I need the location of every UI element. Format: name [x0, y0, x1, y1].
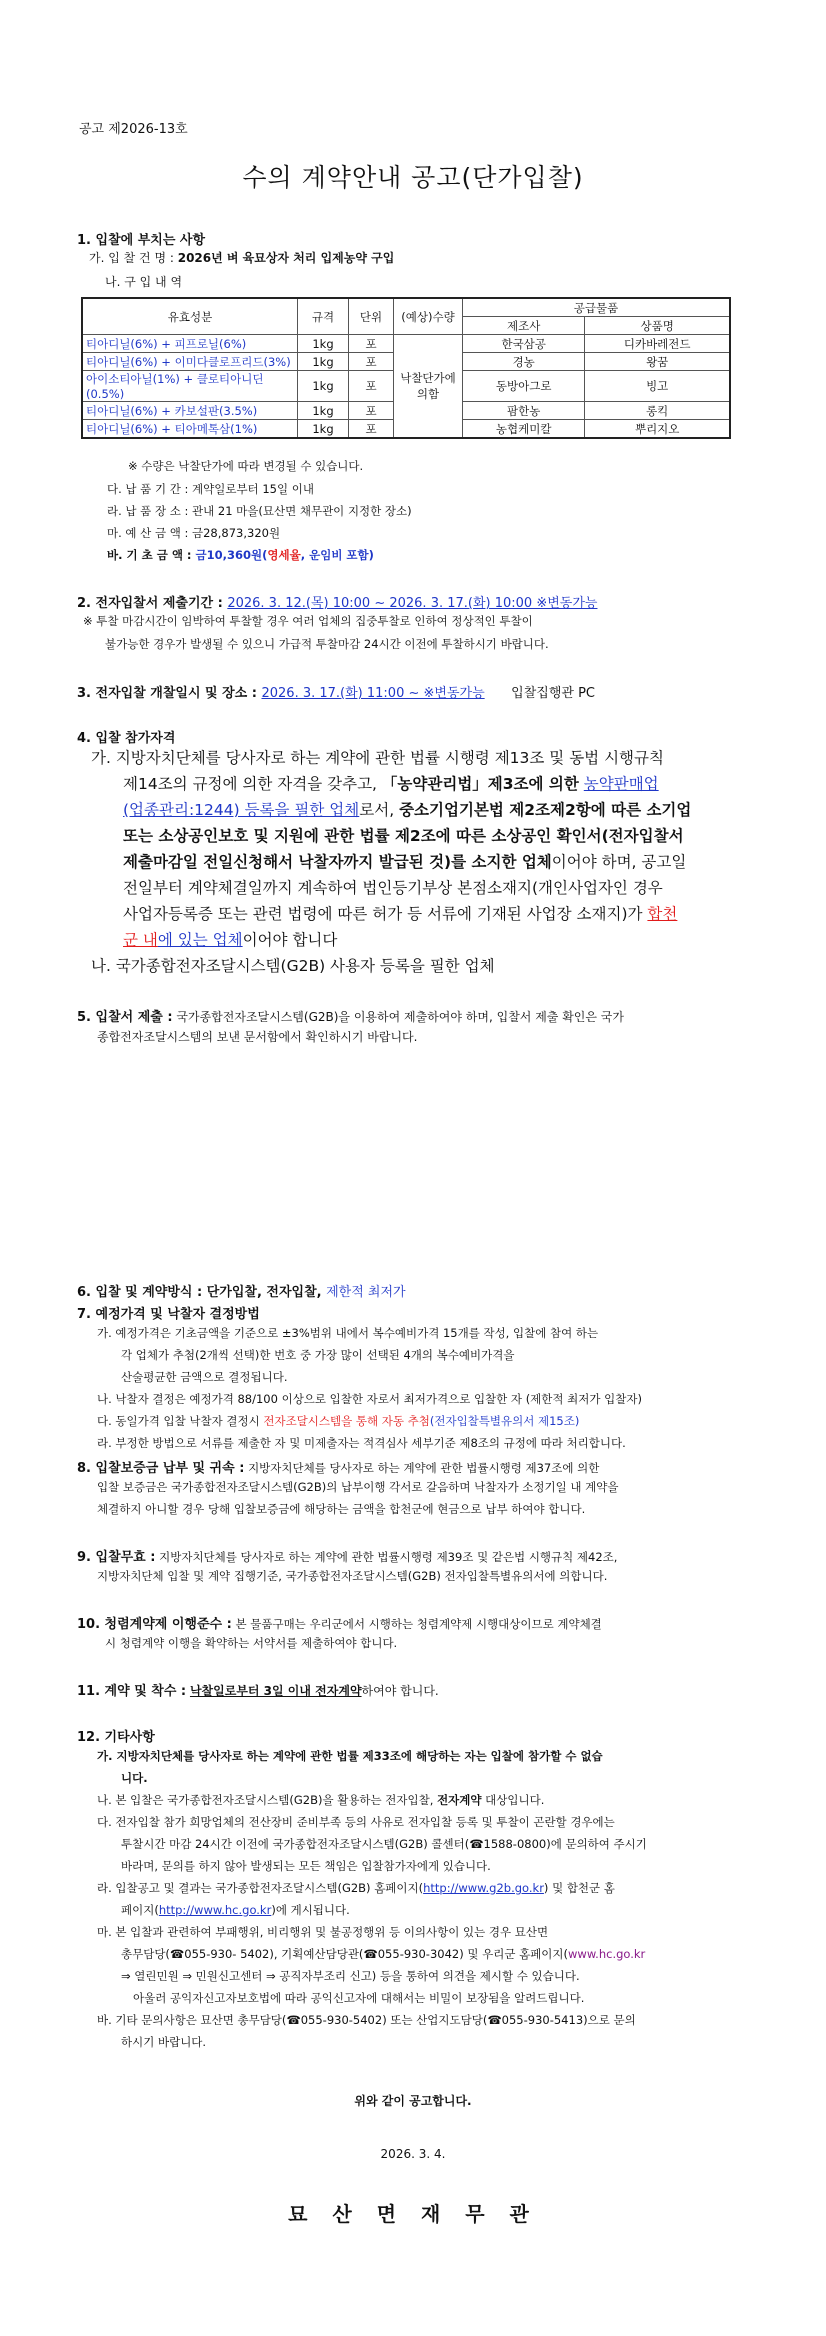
section-12-ma-4: 아울러 공익자신고자보호법에 따라 공익신고자에 대해서는 비밀이 보장됨을 알려드립니다. — [133, 1991, 585, 2005]
qualification-line-2 — [123, 772, 659, 797]
submission-period: 2026. 3. 12.(목) 10:00 ~ 2026. 3. 17.(화) 10:00 ※변동가능 — [227, 596, 598, 611]
section-12-ra-2 — [121, 1902, 350, 1918]
section-12-ga-2: 니다. — [121, 1771, 148, 1785]
section-12-na — [97, 1792, 544, 1808]
section-10-heading: 10. 청렴계약제 이행준수 : — [77, 1617, 232, 1632]
section-12-ba-1: 바. 기타 문의사항은 묘산면 총무담당(☎055-930-5402) 또는 산업지도담당(☎055-930-5413)으로 문의 — [97, 2013, 636, 2027]
section-5-heading: 5. 입찰서 제출 : — [77, 1010, 173, 1025]
section-4-heading: 4. 입찰 참가자격 — [77, 731, 176, 746]
cell-unit: 포 — [349, 335, 394, 353]
table-header-row — [82, 298, 730, 317]
section-10-text-2: 시 청렴계약 이행을 확약하는 서약서를 제출하여야 합니다. — [105, 1636, 398, 1650]
section-7-da — [97, 1413, 579, 1429]
cell-product: 빙고 — [585, 371, 730, 402]
section-10 — [77, 1613, 602, 1632]
limited-lowest-price: 제한적 최저가 — [326, 1285, 406, 1300]
cell-maker: 농협케미칼 — [463, 420, 585, 439]
delivery-place: 라. 납 품 장 소 : 관내 21 마을(묘산면 채무관이 지정한 장소) — [107, 504, 412, 518]
col-header-unit: 단위 — [349, 298, 394, 335]
located-business: 에 있는 업체 — [157, 931, 243, 949]
zero-tax-rate: 영세율 — [267, 548, 301, 562]
cell-maker: 경농 — [463, 353, 585, 371]
col-header-product: 상품명 — [585, 317, 730, 335]
section-5-text-1: 국가종합전자조달시스템(G2B)을 이용하여 제출하여야 하며, 입찰서 제출 확인은 국가 — [176, 1010, 624, 1024]
cell-maker: 동방아그로 — [463, 371, 585, 402]
report-contacts: 총무담당(☎055-930- 5402), 기획예산담당관(☎055-930-3042) 및 우리군 홈페이지( — [121, 1947, 569, 1961]
opening-place: 입찰집행관 PC — [511, 686, 595, 701]
section-9-text-1: 지방자치단체를 당사자로 하는 계약에 관한 법률시행령 제39조 및 같은법 시행규칙 제42조, — [159, 1550, 618, 1564]
section-8-text-1: 지방자치단체를 당사자로 하는 계약에 관한 법률시행령 제37조에 의한 — [248, 1461, 600, 1475]
section-8-text-3: 체결하지 아니할 경우 당해 입찰보증금에 해당하는 금액을 합천군에 현금으로 납부 하여야 합니다. — [97, 1502, 586, 1516]
cell-product: 뿌리지오 — [585, 420, 730, 439]
section-11-tail: 하여야 합니다. — [361, 1684, 439, 1698]
special-guideline-ref: (전자입찰특별유의서 제15조) — [429, 1414, 580, 1428]
e-contract: 전자계약 — [437, 1793, 482, 1807]
col-header-ingredient: 유효성분 — [82, 298, 298, 335]
opening-datetime: 2026. 3. 17.(화) 11:00 ~ ※변동가능 — [261, 686, 485, 701]
cell-maker: 팜한농 — [463, 402, 585, 420]
bid-name-value: 2026년 벼 육묘상자 처리 입제농약 구입 — [177, 251, 395, 265]
cell-ingredient: 아이소티아닐(1%) + 클로티아니딘(0.5%) — [82, 371, 298, 402]
section-8-heading: 8. 입찰보증금 납부 및 귀속 : — [77, 1461, 245, 1476]
qualification-text: 이어야 합니다 — [242, 931, 338, 949]
budget-amount: 마. 예 산 금 액 : 금28,873,320원 — [107, 526, 281, 540]
qualification-line-7 — [123, 902, 677, 927]
qualification-line-6: 전일부터 계약체결일까지 계속하여 법인등기부상 본점소재지(개인사업자인 경우 — [123, 879, 663, 897]
cell-ingredient: 티아디닐(6%) + 이미다클로프리드(3%) — [82, 353, 298, 371]
auto-draw: 전자조달시스템을 통해 자동 추첨 — [263, 1414, 430, 1428]
qualification-text: 이어야 하며, 공고일 — [551, 853, 687, 871]
section-5 — [77, 1006, 624, 1025]
base-amount-label: 바. 기 초 금 액 : — [107, 548, 192, 562]
table-row — [82, 335, 730, 353]
section-12-ma-1: 마. 본 입찰과 관련하여 부패행위, 비리행위 및 불공정행위 등 이의사항이 있는 경우 묘산면 — [97, 1925, 549, 1939]
page-title: 수의 계약안내 공고(단가입찰) — [242, 163, 584, 192]
cell-spec: 1kg — [298, 353, 349, 371]
pesticide-sales-business: 농약판매업 — [583, 775, 659, 793]
col-header-spec: 규격 — [298, 298, 349, 335]
qualification-line-8 — [123, 928, 337, 953]
bid-name-label: 가. 입 찰 건 명 : — [89, 251, 174, 265]
county-homepage-link[interactable]: www.hc.go.kr — [568, 1947, 646, 1961]
cell-unit: 포 — [349, 371, 394, 402]
section-10-text-1: 본 물품구매는 우리군에서 시행하는 청렴계약제 시행대상이므로 계약체결 — [235, 1617, 602, 1631]
cell-spec: 1kg — [298, 420, 349, 439]
section-2 — [77, 592, 597, 611]
section-8-text-2: 입찰 보증금은 국가종합전자조달시스템(G2B)의 납부이행 각서로 갈음하며 낙찰자가 소정기일 내 계약을 — [97, 1480, 619, 1494]
submission-note-line1: ※ 투찰 마감시간이 임박하여 투찰할 경우 여러 업체의 집중투찰로 인하여 정상적인 투찰이 — [83, 614, 533, 628]
region-in-county: 군 내 — [123, 931, 158, 949]
section-11-heading: 11. 계약 및 착수 : — [77, 1684, 187, 1699]
announcement-text: ) 및 합천군 홈 — [543, 1881, 615, 1895]
qualification-text: 사업자등록증 또는 관련 법령에 따른 허가 등 서류에 기재된 사업장 소재지)가 — [123, 905, 643, 923]
section-12-da-2: 투찰시간 마감 24시간 이전에 국가종합전자조달시스템(G2B) 콜센터(☎1588-0800)에 문의하여 주시기 — [121, 1837, 647, 1851]
cell-spec: 1kg — [298, 402, 349, 420]
section-7-heading: 7. 예정가격 및 낙찰자 결정방법 — [77, 1307, 260, 1322]
g2b-link[interactable]: http://www.g2b.go.kr — [423, 1881, 544, 1895]
hapcheon-link[interactable]: http://www.hc.go.kr — [158, 1903, 272, 1917]
section-6-heading: 6. 입찰 및 계약방식 : 단가입찰, 전자입찰, — [77, 1285, 322, 1300]
section-7-ga-2: 각 업체가 추첨(2개씩 선택)한 번호 중 가장 많이 선택된 4개의 복수예비가격을 — [121, 1348, 515, 1362]
cell-product: 디카바레전드 — [585, 335, 730, 353]
notice-date: 2026. 3. 4. — [380, 2147, 446, 2161]
small-business-requirement: 중소기업기본법 제2조제2항에 따른 소기업 — [399, 801, 692, 819]
section-2-heading: 2. 전자입찰서 제출기간 : — [77, 596, 223, 611]
section-12-ba-2: 하시기 바랍니다. — [121, 2035, 207, 2049]
section-12-heading: 12. 기타사항 — [77, 1730, 155, 1745]
section-12-ma-3: ⇒ 열린민원 ⇒ 민원신고센터 ⇒ 공직자부조리 신고) 등을 통하여 의견을 제시할 수 있습니다. — [121, 1969, 580, 1983]
section-7-ga-1: 가. 예정가격은 기초금액을 기준으로 ±3%범위 내에서 복수예비가격 15개를 작성, 입찰에 참여 하는 — [97, 1326, 599, 1340]
section-9-heading: 9. 입찰무효 : — [77, 1550, 156, 1565]
section-9 — [77, 1546, 617, 1565]
issuing-official: 묘 산 면 재 무 관 — [288, 2202, 538, 2226]
section-1-heading: 1. 입찰에 부치는 사항 — [77, 233, 206, 248]
section-12-da-1: 다. 전자입찰 참가 희망업체의 전산장비 준비부족 등의 사유로 전자입찰 등록 및 투찰이 곤란할 경우에는 — [97, 1815, 615, 1829]
section-6 — [77, 1281, 406, 1300]
qualification-line-3 — [123, 798, 691, 823]
section-3 — [77, 682, 595, 701]
region-hapcheon: 합천 — [647, 905, 678, 923]
announcement-text: 페이지( — [121, 1903, 159, 1917]
cell-qty-merged: 낙찰단가에 의함 — [394, 335, 463, 439]
notice-number: 공고 제2026-13호 — [79, 122, 188, 137]
purchase-items-table — [81, 297, 731, 439]
section-12-ma-2 — [121, 1946, 645, 1962]
quantity-note: ※ 수량은 낙찰단가에 따라 변경될 수 있습니다. — [128, 459, 364, 473]
qualification-line-4: 또는 소상공인보호 및 지원에 관한 법률 제2조에 따른 소상공인 확인서(전자입찰서 — [123, 827, 684, 845]
section-12-ra-1 — [97, 1880, 615, 1896]
base-amount-value: 금10,360원( — [195, 548, 268, 562]
section-7-ra: 라. 부정한 방법으로 서류를 제출한 자 및 미제출자는 적격심사 세부기준 제8조의 규정에 따라 처리합니다. — [97, 1436, 626, 1450]
submission-note-line2: 불가능한 경우가 발생될 수 있으니 가급적 투찰마감 24시간 이전에 투찰하시기 바랍니다. — [105, 637, 549, 651]
cell-product: 롱킥 — [585, 402, 730, 420]
qualification-text: 제14조의 규정에 의한 자격을 갖추고, — [123, 775, 377, 793]
base-amount-tail: , 운임비 포함) — [300, 548, 374, 562]
cell-product: 왕꿈 — [585, 353, 730, 371]
announcement-text: 라. 입찰공고 및 결과는 국가종합전자조달시스템(G2B) 홈페이지( — [97, 1881, 424, 1895]
section-7-na: 나. 낙찰자 결정은 예정가격 88/100 이상으로 입찰한 자로서 최저가격으로 입찰한 자 (제한적 최저가 입찰자) — [97, 1392, 642, 1406]
business-code-registration: (업종관리:1244) 등록을 필한 업체 — [123, 801, 360, 819]
delivery-period: 다. 납 품 기 간 : 계약일로부터 15일 이내 — [107, 482, 314, 496]
cell-ingredient: 티아디닐(6%) + 카보설판(3.5%) — [82, 402, 298, 420]
col-header-maker: 제조사 — [463, 317, 585, 335]
qualification-line-1: 가. 지방자치단체를 당사자로 하는 계약에 관한 법률 시행령 제13조 및 동법 시행규칙 — [91, 749, 664, 767]
cell-ingredient: 티아디닐(6%) + 티아메톡삼(1%) — [82, 420, 298, 439]
qualification-g2b: 나. 국가종합전자조달시스템(G2B) 사용자 등록을 필한 업체 — [91, 957, 495, 975]
section-12-ga-1: 가. 지방자치단체를 당사자로 하는 계약에 관한 법률 제33조에 해당하는 자는 입찰에 참가할 수 없습 — [97, 1749, 603, 1763]
col-header-supply: 공급물품 — [463, 298, 731, 317]
contract-deadline: 낙찰일로부터 3일 이내 전자계약 — [189, 1684, 362, 1698]
section-12-da-3: 바라며, 문의를 하지 않아 발생되는 모든 책임은 입찰참가자에게 있습니다. — [121, 1859, 491, 1873]
closing-statement: 위와 같이 공고합니다. — [354, 2094, 472, 2108]
e-bidding-text: 나. 본 입찰은 국가종합전자조달시스템(G2B)을 활용하는 전자입찰, — [97, 1793, 434, 1807]
section-7-ga-3: 산술평균한 금액으로 결정됩니다. — [121, 1370, 288, 1384]
cell-spec: 1kg — [298, 335, 349, 353]
cell-unit: 포 — [349, 420, 394, 439]
cell-unit: 포 — [349, 402, 394, 420]
tie-bid-text: 다. 동일가격 입찰 낙찰자 결정시 — [97, 1414, 260, 1428]
announcement-text: )에 게시됩니다. — [271, 1903, 350, 1917]
section-3-heading: 3. 전자입찰 개찰일시 및 장소 : — [77, 686, 257, 701]
cell-spec: 1kg — [298, 371, 349, 402]
section-9-text-2: 지방자치단체 입찰 및 계약 집행기준, 국가종합전자조달시스템(G2B) 전자입찰특별유의서에 의합니다. — [97, 1569, 608, 1583]
cell-ingredient: 티아디닐(6%) + 피프로닐(6%) — [82, 335, 298, 353]
e-bidding-tail: 대상입니다. — [481, 1793, 545, 1807]
qualification-line-5 — [123, 850, 686, 875]
section-11 — [77, 1680, 439, 1699]
agrochemical-act: 「농약관리법」제3조에 의한 — [381, 775, 579, 793]
section-8 — [77, 1457, 599, 1476]
cell-unit: 포 — [349, 353, 394, 371]
qualification-text: 로서, — [359, 801, 395, 819]
section-5-text-2: 종합전자조달시스템의 보낸 문서함에서 확인하시기 바랍니다. — [97, 1030, 418, 1044]
section-1-item-na: 나. 구 입 내 역 — [105, 275, 183, 289]
base-amount — [107, 547, 374, 563]
section-1-item-ga — [89, 249, 394, 266]
cell-maker: 한국삼공 — [463, 335, 585, 353]
certificate-requirement: 제출마감일 전일신청해서 낙찰자까지 발급된 것)를 소지한 업체 — [123, 853, 552, 871]
col-header-qty: (예상)수량 — [394, 298, 463, 335]
